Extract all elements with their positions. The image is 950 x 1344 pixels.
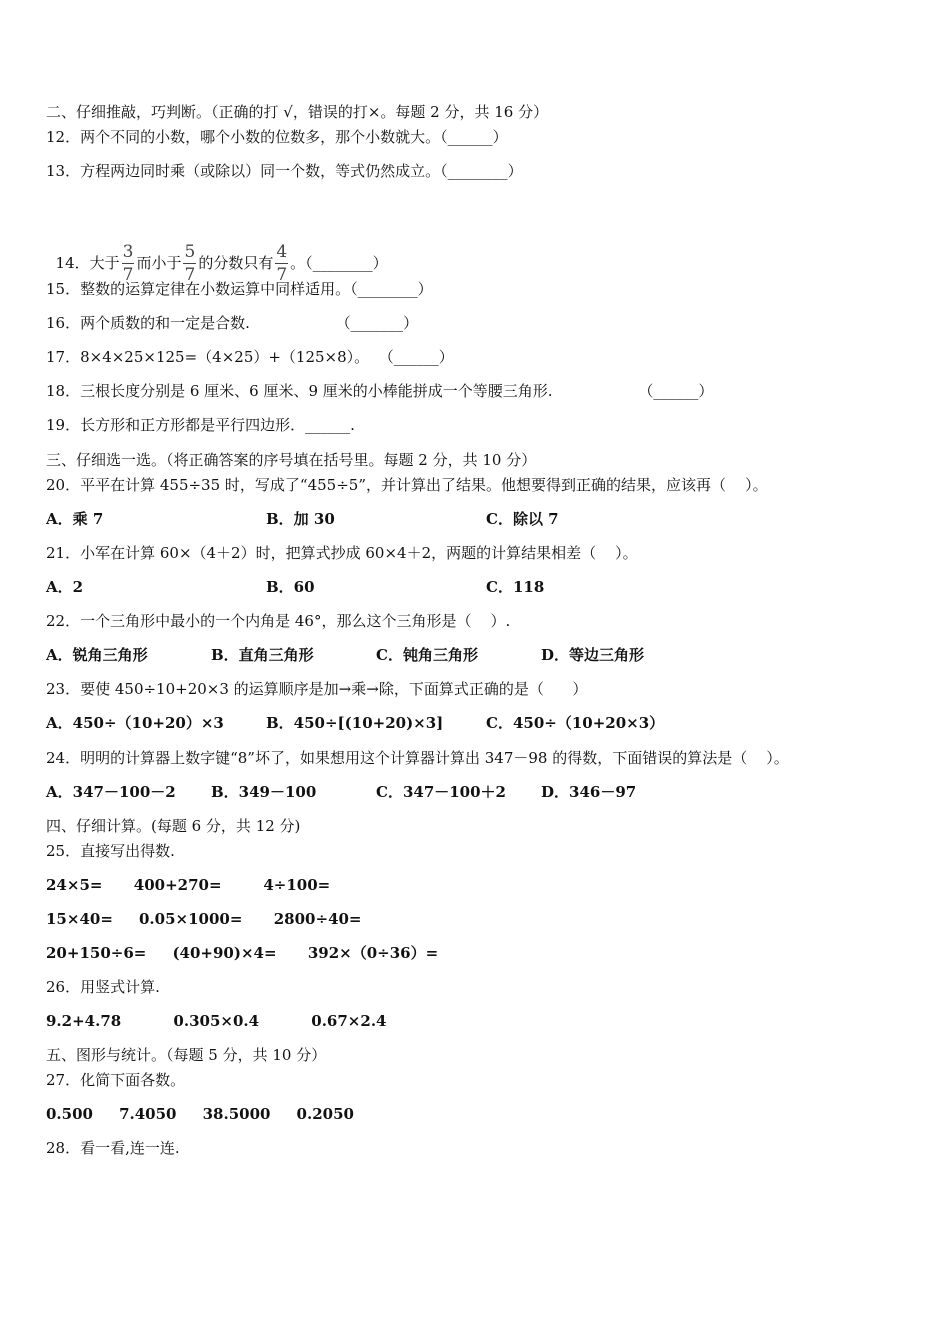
q27-row: 0.500 7.4050 38.5000 0.2050 — [46, 1105, 354, 1123]
section-3-title: 三、仔细选一选。（将正确答案的序号填在括号里。每题 2 分，共 10 分） — [46, 451, 537, 469]
q23-option-c: C．450÷（10+20×3） — [486, 714, 665, 732]
question-12: 12．两个不同的小数，哪个小数的位数多，那个小数就大。（______） — [46, 128, 508, 146]
q20-option-c: C．除以 7 — [486, 510, 559, 528]
q20-option-a: A．乘 7 — [46, 510, 104, 528]
q24-option-a: A．347－100－2 — [46, 783, 176, 801]
section-4-title: 四、仔细计算。(每题 6 分，共 12 分) — [46, 817, 301, 835]
q24-option-b: B．349－100 — [211, 783, 317, 801]
q21-option-a: A．2 — [46, 578, 84, 596]
q14-prefix: 14．大于 — [55, 254, 120, 272]
question-13: 13．方程两边同时乘（或除以）同一个数，等式仍然成立。（________） — [46, 162, 523, 180]
q25-row-3: 20+150÷6= (40+90)×4= 392×（0÷36）= — [46, 944, 439, 962]
q21-option-b: B．60 — [266, 578, 315, 596]
q24-option-d: D．346－97 — [541, 783, 637, 801]
q26-row: 9.2+4.78 0.305×0.4 0.67×2.4 — [46, 1012, 387, 1030]
q14-mid: 而小于 — [136, 254, 182, 272]
q14-mid2: 的分数只有 — [198, 254, 274, 272]
question-23: 23．要使 450÷10+20×3 的运算顺序是加→乘→除，下面算式正确的是（ ） — [46, 680, 588, 698]
question-27: 27．化简下面各数。 — [46, 1071, 186, 1089]
q25-row-2: 15×40= 0.05×1000= 2800÷40= — [46, 910, 362, 928]
fraction-5-7: $\frac{5}{7}$ — [184, 241, 196, 285]
question-15: 15．整数的运算定律在小数运算中同样适用。（________） — [46, 280, 433, 298]
q25-row-1: 24×5= 400+270= 4÷100= — [46, 876, 331, 894]
question-17: 17．8×4×25×125=（4×25）+（125×8）。 （______） — [46, 348, 454, 366]
q22-option-c: C．钝角三角形 — [376, 646, 478, 664]
q23-option-b: B．450÷[(10+20)×3] — [266, 714, 444, 732]
section-5-title: 五、图形与统计。（每题 5 分，共 10 分） — [46, 1046, 327, 1064]
q14-suffix: 。（________） — [290, 254, 388, 272]
q24-option-c: C．347－100＋2 — [376, 783, 506, 801]
q22-option-a: A．锐角三角形 — [46, 646, 148, 664]
question-19: 19．长方形和正方形都是平行四边形．______. — [46, 416, 355, 434]
question-14 — [46, 196, 388, 285]
question-18: 18．三根长度分别是 6 厘米、6 厘米、9 厘米的小棒能拼成一个等腰三角形. （______） — [46, 382, 714, 400]
q23-option-a: A．450÷（10+20）×3 — [46, 714, 224, 732]
q21-option-c: C．118 — [486, 578, 545, 596]
question-21: 21．小军在计算 60×（4＋2）时，把算式抄成 60×4＋2，两题的计算结果相差（ ）。 — [46, 544, 638, 562]
q22-option-b: B．直角三角形 — [211, 646, 314, 664]
question-26: 26．用竖式计算. — [46, 978, 160, 996]
question-28: 28．看一看,连一连. — [46, 1139, 180, 1157]
question-22: 22．一个三角形中最小的一个内角是 46°，那么这个三角形是（ ）. — [46, 612, 511, 630]
fraction-3-7: $\frac{3}{7}$ — [122, 241, 134, 285]
q20-option-b: B．加 30 — [266, 510, 335, 528]
fraction-4-7: $\frac{4}{7}$ — [276, 241, 288, 285]
section-2-title: 二、仔细推敲，巧判断。（正确的打 √，错误的打×。每题 2 分，共 16 分） — [46, 103, 549, 121]
question-24: 24．明明的计算器上数字键“8”坏了，如果想用这个计算器计算出 347－98 的得数，下面错误的算法是（ ）。 — [46, 749, 789, 767]
question-25: 25．直接写出得数. — [46, 842, 175, 860]
question-20: 20．平平在计算 455÷35 时，写成了“455÷5”，并计算出了结果。他想要得到正确的结果，应该再（ ）。 — [46, 476, 768, 494]
question-16: 16．两个质数的和一定是合数. （_______） — [46, 314, 419, 332]
q22-option-d: D．等边三角形 — [541, 646, 645, 664]
